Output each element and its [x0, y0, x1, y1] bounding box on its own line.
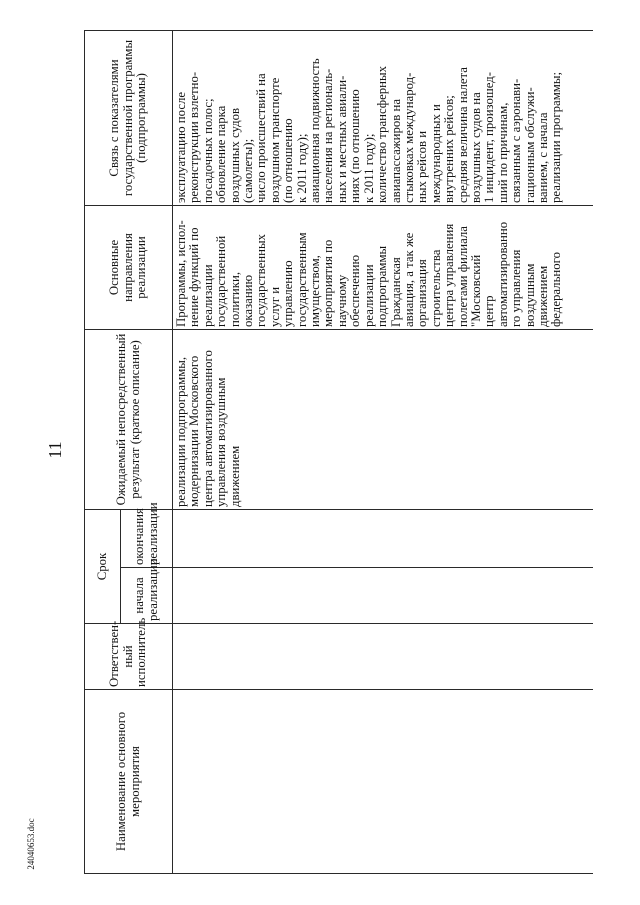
text-line: реализации подпрограммы, — [174, 356, 188, 507]
text-line: подпрограммы — [375, 245, 390, 327]
text-line: государственным — [294, 232, 309, 327]
text-line: средняя величина налета — [455, 67, 470, 203]
text-line: обновление парка — [214, 105, 229, 203]
rotated-page — [84, 24, 628, 880]
text-line: ванием, с начала — [535, 112, 550, 203]
document-code: 24040653.doc — [26, 818, 36, 870]
text-line: управлению — [281, 260, 296, 327]
text-line: воздушных судов на — [468, 92, 483, 203]
text-line: оказанию — [241, 274, 256, 327]
text-line: реализации — [200, 264, 215, 327]
text-line: центра автоматизированного — [200, 350, 215, 507]
text-line: ниях (по отношению — [348, 89, 363, 203]
text-line: го управления — [509, 249, 524, 327]
text-line: внутренних рейсов; — [442, 95, 457, 203]
header-name: Наименование основного мероприятия — [85, 690, 173, 874]
text-line: (самолеты); — [241, 138, 256, 203]
text-line: политики, — [227, 271, 242, 327]
text-line: государственной — [214, 235, 229, 327]
measures-table — [84, 30, 593, 874]
text-line: населения на региональ- — [321, 68, 336, 203]
text-line: ных рейсов и — [415, 130, 430, 203]
text-line: услуг и — [267, 286, 282, 327]
cell-result — [173, 330, 593, 510]
text-line: воздушных судов — [227, 107, 242, 203]
text-line: 1 инцидент, произошед- — [482, 71, 497, 203]
text-line: число происшествий на — [254, 73, 269, 203]
header-result: Ожидаемый непосредственный результат (краткое описание) — [85, 330, 173, 510]
text-line: воздушным — [522, 263, 537, 327]
directions-text — [175, 208, 564, 327]
text-line: движением — [535, 265, 550, 327]
text-line: (по отношению — [281, 118, 296, 203]
text-line: центр — [482, 295, 497, 327]
text-line: авиапассажиров на — [388, 98, 403, 203]
header-term-end: окончания реализации — [121, 510, 173, 568]
header-term-start: начала реализации — [121, 568, 173, 624]
cell-name — [173, 690, 593, 874]
text-line: ных и местных авиали- — [334, 75, 349, 203]
text-line: имуществом, — [308, 255, 323, 327]
text-line: количество трансферных — [375, 65, 390, 203]
text-line: федерального — [549, 252, 564, 327]
text-line: воздушном транспорте — [267, 77, 282, 203]
text-line: международных и — [428, 104, 443, 203]
header-directions: Основные направления реализации — [85, 206, 173, 330]
text-line: обеспечению — [348, 254, 363, 327]
page-number: 11 — [45, 441, 65, 459]
text-line: авиационная подвижность — [308, 58, 323, 203]
cell-executor — [173, 624, 593, 690]
header-link: Связь с показателями государственной программы (подпрограммы) — [85, 31, 173, 206]
text-line: эксплуатацию после — [174, 91, 188, 203]
text-line: к 2011 году); — [294, 133, 309, 203]
text-line: управления воздушным — [214, 377, 229, 507]
rotated-content — [84, 24, 628, 880]
result-text — [175, 332, 242, 507]
text-line: нение функций по — [187, 227, 202, 327]
text-line: автоматизированно — [495, 221, 510, 327]
text-line: модернизации Московского — [187, 355, 202, 507]
text-line: к 2011 году); — [361, 133, 376, 203]
text-line: реализации — [361, 264, 376, 327]
text-line: авиация, а так же — [401, 232, 416, 327]
text-line: реализации программы; — [549, 71, 564, 203]
table-row — [173, 31, 593, 874]
cell-directions — [173, 206, 593, 330]
text-line: научному — [334, 274, 349, 327]
text-line: движением — [227, 445, 242, 507]
cell-link — [173, 31, 593, 206]
header-term: Срок — [85, 510, 121, 624]
cell-term-start — [173, 568, 593, 624]
text-line: ший по причинам, — [495, 102, 510, 203]
text-line: "Московский — [468, 254, 483, 327]
header-executor: Ответствен-ный исполнитель — [85, 624, 173, 690]
text-line: центра управления — [442, 223, 457, 327]
text-line: Программы, испол- — [174, 220, 188, 327]
text-line: реконструкции взлетно- — [187, 71, 202, 203]
text-line: гационным обслужи- — [522, 87, 537, 203]
text-line: строительства — [428, 249, 443, 327]
text-line: стыковках международ- — [401, 72, 416, 203]
text-line: посадочных полос; — [200, 98, 215, 203]
text-line: связанным с аэронави- — [509, 78, 524, 203]
text-line: государственных — [254, 234, 269, 327]
text-line: мероприятия по — [321, 239, 336, 327]
link-text — [175, 33, 564, 203]
text-line: Гражданская — [388, 257, 403, 327]
cell-term-end — [173, 510, 593, 568]
text-line: полетами филиала — [455, 226, 470, 327]
text-line: организация — [415, 259, 430, 327]
